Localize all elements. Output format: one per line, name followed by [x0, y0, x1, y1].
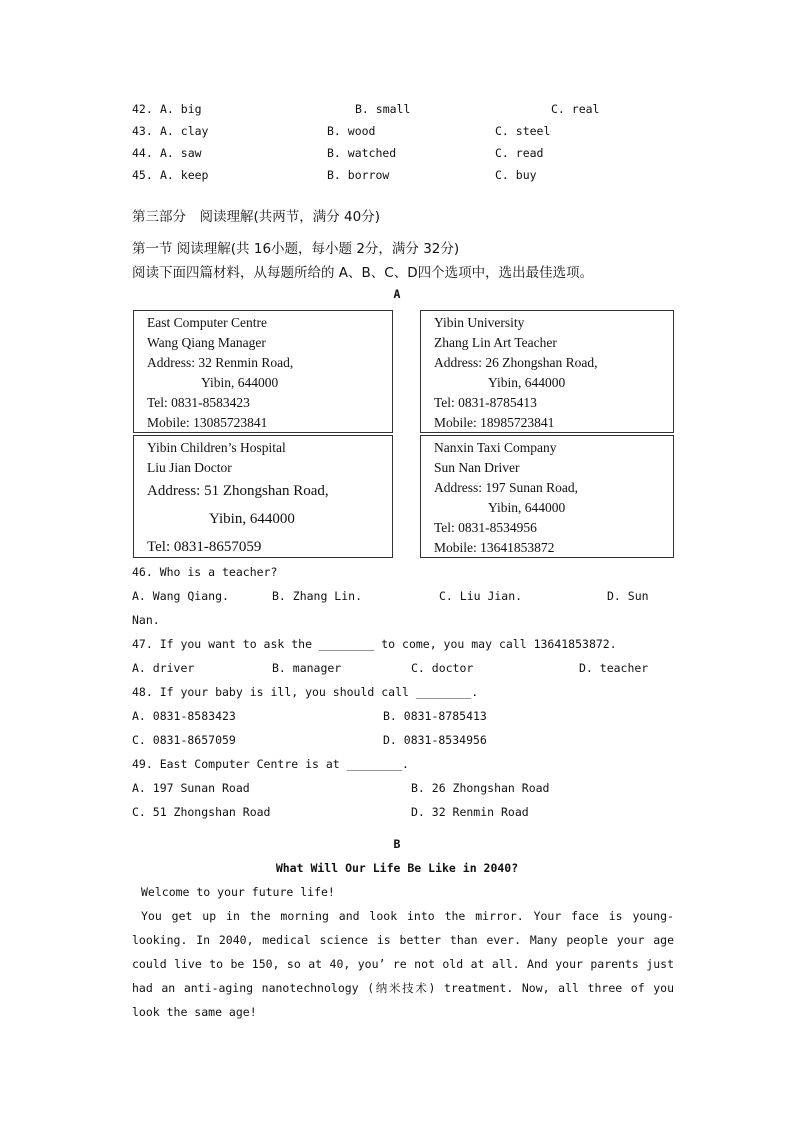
option-c: C. doctor: [411, 661, 474, 675]
passage-a-label: A: [393, 287, 401, 301]
card-tel: Tel: 0831-8785413: [434, 395, 537, 410]
card-org: Yibin Children’s Hospital: [147, 440, 286, 455]
option-c: C. read: [495, 146, 544, 160]
question-46-stem: 46. Who is a teacher?: [132, 565, 278, 579]
card-mobile: Mobile: 13085723841: [147, 415, 268, 430]
question-number: 42.: [132, 102, 153, 116]
option-a: A. keep: [160, 168, 209, 182]
card-org: Nanxin Taxi Company: [434, 440, 557, 455]
option-a: A. clay: [160, 124, 209, 138]
option-d: D. 0831-8534956: [383, 733, 487, 747]
option-d: D. teacher: [579, 661, 649, 675]
card-org: East Computer Centre: [147, 315, 267, 330]
card-address: Address: 32 Renmin Road,: [147, 355, 294, 370]
option-a: A. 197 Sunan Road: [132, 781, 250, 795]
section-one-title: 第一节 阅读理解(共 16小题，每小题 2分，满分 32分): [132, 241, 460, 257]
passage-b-title: What Will Our Life Be Like in 2040?: [275, 861, 519, 875]
card-east-computer-centre: [133, 310, 393, 433]
option-c: C. buy: [495, 168, 537, 182]
passage-b-label: B: [393, 837, 401, 851]
card-city: Yibin, 644000: [488, 375, 566, 390]
card-taxi-company: [420, 435, 674, 558]
card-city: Yibin, 644000: [488, 500, 566, 515]
card-person: Sun Nan Driver: [434, 460, 520, 475]
card-person: Wang Qiang Manager: [147, 335, 266, 350]
option-b: B. wood: [327, 124, 376, 138]
question-49-stem: 49. East Computer Centre is at ________.: [132, 757, 409, 771]
question-48-stem: 48. If your baby is ill, you should call ________.: [132, 685, 479, 699]
card-city: Yibin, 644000: [209, 511, 295, 527]
option-c: C. 51 Zhongshan Road: [132, 805, 271, 819]
question-47-stem: 47. If you want to ask the ________ to come, you may call 13641853872.: [132, 637, 617, 651]
option-a: A. Wang Qiang.: [132, 589, 229, 603]
card-tel: Tel: 0831-8657059: [147, 539, 262, 555]
option-c: C. 0831-8657059: [132, 733, 236, 747]
card-address: Address: 197 Sunan Road,: [434, 480, 578, 495]
option-b: B. manager: [272, 661, 342, 675]
card-mobile: Mobile: 18985723841: [434, 415, 555, 430]
card-yibin-university: [420, 310, 674, 433]
card-city: Yibin, 644000: [201, 375, 279, 390]
card-address: Address: 51 Zhongshan Road,: [147, 483, 329, 499]
option-b: B. Zhang Lin.: [272, 589, 363, 603]
option-b: B. borrow: [327, 168, 390, 182]
card-tel: Tel: 0831-8534956: [434, 520, 537, 535]
option-b: B. 0831-8785413: [383, 709, 487, 723]
question-number: 44.: [132, 146, 153, 160]
option-c: C. steel: [495, 124, 551, 138]
card-tel: Tel: 0831-8583423: [147, 395, 250, 410]
question-number: 43.: [132, 124, 153, 138]
option-b: B. small: [355, 102, 411, 116]
card-address: Address: 26 Zhongshan Road,: [434, 355, 598, 370]
option-a: A. driver: [132, 661, 195, 675]
option-d: D. 32 Renmin Road: [411, 805, 529, 819]
card-person: Zhang Lin Art Teacher: [434, 335, 557, 350]
card-mobile: Mobile: 13641853872: [434, 540, 555, 555]
option-a: A. saw: [160, 146, 202, 160]
part-three-title: 第三部分 阅读理解(共两节，满分 40分): [132, 209, 381, 225]
passage-b-paragraph-2: You get up in the morning and look into the mirror. Your face is young-looking. In 2040, medical science is better than ever. Many people your age could live to be 150, so at 40, you’ re not old at all. And your parents just had an anti-aging nanotechnology (纳米技术) treatment. Now, all three of you look the same age!: [132, 909, 674, 1019]
option-b: B. watched: [327, 146, 397, 160]
option-a: A. big: [160, 102, 202, 116]
passage-b-paragraph-1: Welcome to your future life!: [141, 885, 335, 899]
option-c: C. real: [551, 102, 600, 116]
option-d: D. Sun: [607, 589, 649, 603]
card-childrens-hospital: [133, 435, 393, 558]
option-d-wrap: Nan.: [132, 613, 160, 627]
option-b: B. 26 Zhongshan Road: [411, 781, 550, 795]
question-number: 45.: [132, 168, 153, 182]
option-a: A. 0831-8583423: [132, 709, 236, 723]
instructions: 阅读下面四篇材料，从每题所给的 A、B、C、D四个选项中，选出最佳选项。: [132, 265, 594, 281]
card-org: Yibin University: [434, 315, 525, 330]
option-c: C. Liu Jian.: [439, 589, 523, 603]
card-person: Liu Jian Doctor: [147, 460, 232, 475]
